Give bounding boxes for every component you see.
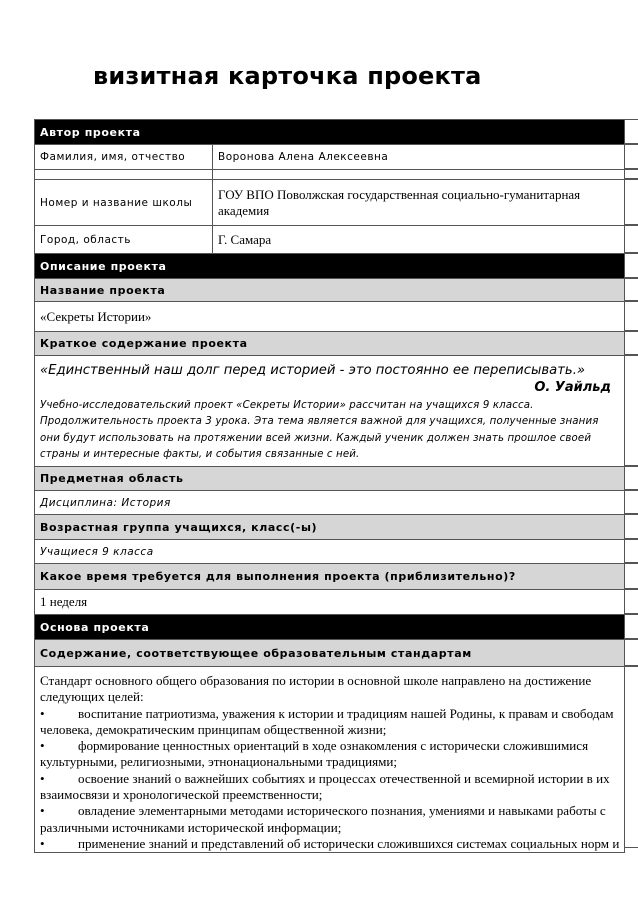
edge-cell [624,169,638,179]
school-value: ГОУ ВПО Поволжская государственная социально-гуманитарная академия [213,180,625,226]
edge-cell [624,253,638,278]
edge-cell [624,639,638,666]
summary-cell [35,356,625,467]
edge-cell [624,514,638,539]
project-card [34,119,638,853]
epigraph-quote: «Единственный наш долг перед историей - это постоянно ее переписывать.» [40,362,586,378]
edge-cell [624,666,638,848]
bullet-marker: • [40,738,45,754]
summary-line: страны и интересные факты, и события связанные с ней. [40,449,360,460]
school-label: Номер и название школы [35,180,213,226]
standards-intro-line: следующих целей: [40,689,144,705]
goal-text: формирование ценностных ориентаций в ходе ознакомления с исторически сложившимися [78,738,589,754]
goal-item [40,836,619,852]
goal-text-continued: человека, демократическим принципам общественной жизни; [40,721,387,737]
edge-cell [624,355,638,466]
edge-cell [624,278,638,301]
description-section-header: Описание проекта [35,254,625,279]
age-group-label: Возрастная группа учащихся, класс(-ы) [35,515,625,540]
name-value: Воронова Алена Алексеевна [213,145,625,170]
standards-text [35,667,625,853]
epigraph-author: О. Уайльд [534,379,612,395]
edge-cell [624,301,638,331]
name-label: Фамилия, имя, отчество [35,145,213,170]
standards-intro-line: Стандарт основного общего образования по истории в основной школе направлено на достижение [40,673,592,688]
subject-label: Предметная область [35,467,625,491]
goal-item [40,803,619,819]
goal-item [40,771,619,787]
edge-cell [624,563,638,589]
content-label: Содержание, соответствующее образовательным стандартам [35,640,625,667]
goal-item [40,706,619,722]
edge-cell [624,490,638,514]
goal-text: воспитание патриотизма, уважения к истории и традициям нашей Родины, к правам и свободам [78,705,614,721]
edge-cell [624,466,638,490]
time-value: 1 неделя [35,590,625,615]
goal-text: освоение знаний о важнейших событиях и процессах отечественной и всемирной истории в их [78,770,610,786]
basis-section-header: Основа проекта [35,615,625,640]
bullet-marker: • [40,835,45,851]
project-name-label: Название проекта [35,279,625,302]
goal-text: овладение элементарными методами исторического познания, умениями и навыками работы с [78,803,606,819]
empty-cell [35,170,213,180]
summary-line: Продолжительность проекта 3 урока. Эта тема является важной для учащихся, полученные знания [40,416,599,427]
city-label: Город, область [35,226,213,254]
city-value: Г. Самара [213,226,625,254]
summary-text [40,398,619,464]
summary-line: они будут использовать на протяжении всей жизни. Каждый ученик должен знать прошлое своей [40,432,592,444]
empty-cell [213,170,625,180]
bullet-marker: • [40,705,45,721]
goal-text-continued: взаимосвязи и хронологической преемственности; [40,787,323,803]
edge-cell [624,225,638,253]
edge-cell [624,589,638,614]
edge-cell [624,179,638,225]
edge-cell [624,331,638,355]
edge-cell [624,119,638,144]
summary-line: Учебно-исследовательский проект «Секреты Истории» рассчитан на учащихся 9 класса. [40,399,534,411]
goal-text-continued: различными источниками исторической информации; [40,819,342,835]
goal-text-continued: культурными, религиозными, этнонациональными традициями; [40,754,398,770]
project-card-table [34,119,625,853]
project-name-value: «Секреты Истории» [35,302,625,332]
age-group-value: Учащиеся 9 класса [35,540,625,564]
bullet-marker: • [40,803,45,819]
bullet-marker: • [40,770,45,786]
time-label: Какое время требуется для выполнения проекта (приблизительно)? [35,564,625,590]
edge-cell [624,144,638,169]
goal-item [40,738,619,754]
page-title: визитная карточка проекта [93,62,482,90]
edge-cell [624,614,638,639]
summary-label: Краткое содержание проекта [35,332,625,356]
subject-value: Дисциплина: История [35,491,625,515]
goal-text: применение знаний и представлений об исторически сложившихся системах социальных норм и [78,835,620,851]
edge-cell [624,539,638,563]
right-border-column [624,119,638,848]
author-section-header: Автор проекта [35,120,625,145]
